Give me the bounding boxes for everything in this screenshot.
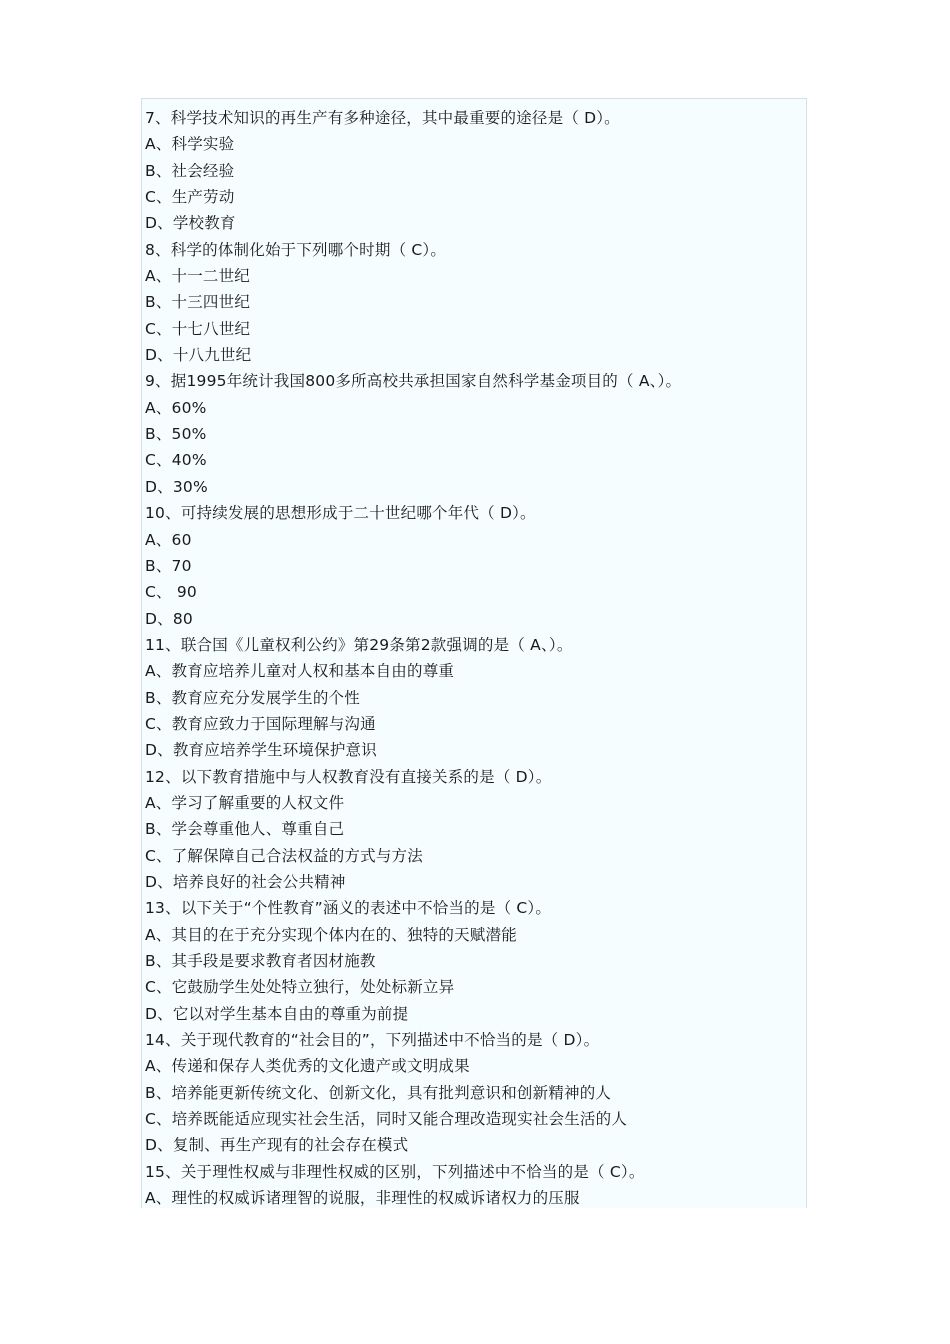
document-line: A、教育应培养儿童对人权和基本自由的尊重 <box>145 662 455 681</box>
document-line: A、传递和保存人类优秀的文化遗产或文明成果 <box>145 1057 470 1076</box>
document-line: B、培养能更新传统文化、创新文化，具有批判意识和创新精神的人 <box>145 1083 612 1102</box>
document-line: 8、科学的体制化始于下列哪个时期（ C）。 <box>145 240 447 259</box>
document-line: 10、可持续发展的思想形成于二十世纪哪个年代（ D）。 <box>145 504 536 523</box>
document-line: C、了解保障自己合法权益的方式与方法 <box>145 846 423 865</box>
document-line: C、十七八世纪 <box>145 319 251 338</box>
document-line: C、40% <box>145 451 207 470</box>
document-line: B、50% <box>145 425 207 444</box>
document-line: C、培养既能适应现实社会生活，同时又能合理改造现实社会生活的人 <box>145 1110 628 1129</box>
document-line: A、十一二世纪 <box>145 267 251 286</box>
document-line: B、十三四世纪 <box>145 293 251 312</box>
document-line: A、科学实验 <box>145 135 235 154</box>
document-line: A、理性的权威诉诸理智的说服，非理性的权威诉诸权力的压服 <box>145 1189 580 1208</box>
document-line: D、学校教育 <box>145 214 236 233</box>
document-line: A、其目的在于充分实现个体内在的、独特的天赋潜能 <box>145 925 517 944</box>
document-line: B、学会尊重他人、尊重自己 <box>145 820 345 839</box>
document-line: A、60 <box>145 530 192 549</box>
question-list <box>142 99 806 1208</box>
document-line: D、十八九世纪 <box>145 346 252 365</box>
document-line: 11、联合国《儿童权利公约》第29条第2款强调的是（ A、）。 <box>145 635 573 654</box>
document-line: B、社会经验 <box>145 161 235 180</box>
document-line: 12、以下教育措施中与人权教育没有直接关系的是（ D）。 <box>145 767 552 786</box>
document-line: 7、科学技术知识的再生产有多种途径，其中最重要的途径是（ D）。 <box>145 109 620 127</box>
document-line: 9、据1995年统计我国800多所高校共承担国家自然科学基金项目的（ A、）。 <box>145 372 682 391</box>
document-line: C、它鼓励学生处处特立独行，处处标新立异 <box>145 978 455 997</box>
document-line: B、70 <box>145 556 192 575</box>
document-line: D、它以对学生基本自由的尊重为前提 <box>145 1004 409 1023</box>
document-line: C、 90 <box>145 583 197 602</box>
document-line: A、学习了解重要的人权文件 <box>145 793 345 812</box>
document-line: 13、以下关于“个性教育”涵义的表述中不恰当的是（ C）。 <box>145 899 552 918</box>
document-line: D、培养良好的社会公共精神 <box>145 872 346 891</box>
document-line: B、其手段是要求教育者因材施教 <box>145 952 376 970</box>
document-line: D、30% <box>145 477 208 496</box>
document-line: D、复制、再生产现有的社会存在模式 <box>145 1136 409 1155</box>
document-line: C、生产劳动 <box>145 188 235 207</box>
document-panel <box>141 98 807 1208</box>
document-line: A、60% <box>145 398 207 417</box>
document-line: 15、关于理性权威与非理性权威的区别，下列描述中不恰当的是（ C）。 <box>145 1162 645 1181</box>
document-line: D、教育应培养学生环境保护意识 <box>145 741 377 760</box>
document-line: B、教育应充分发展学生的个性 <box>145 688 360 707</box>
document-line: D、80 <box>145 609 193 628</box>
document-line: 14、关于现代教育的“社会目的”，下列描述中不恰当的是（ D）。 <box>145 1031 600 1050</box>
document-line: C、教育应致力于国际理解与沟通 <box>145 714 376 733</box>
